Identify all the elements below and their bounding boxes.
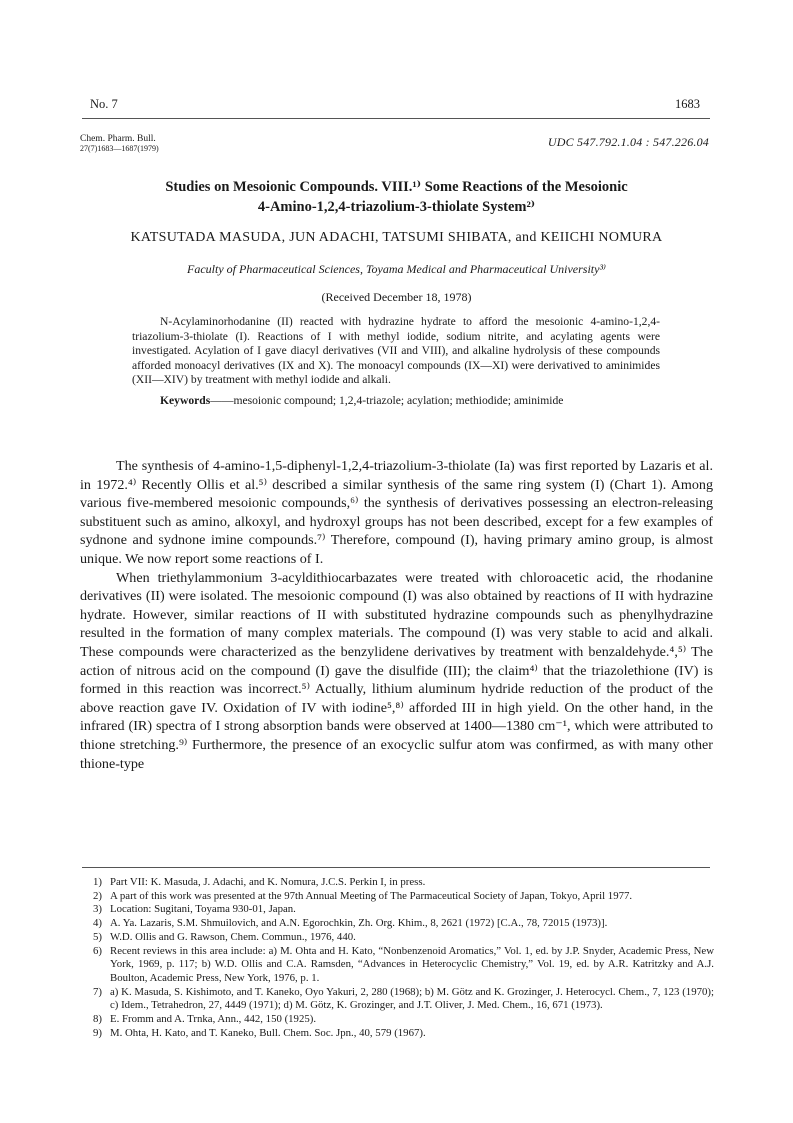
footnote-text: A. Ya. Lazaris, S.M. Shmuilovich, and A.N. Egorochkin, Zh. Org. Khim., 8, 2621 (1972) [C.A., 78, 72015 (1973)]. xyxy=(110,917,608,930)
footnote-text: Location: Sugitani, Toyama 930-01, Japan. xyxy=(110,903,296,916)
received-date: (Received December 18, 1978) xyxy=(321,290,472,304)
footnote-item xyxy=(84,917,714,931)
footnote-number: 2) xyxy=(93,889,102,902)
footnote-text: E. Fromm and A. Trnka, Ann., 442, 150 (1925). xyxy=(110,1013,317,1026)
author-list: KATSUTADA MASUDA, JUN ADACHI, TATSUMI SHIBATA, and KEIICHI NOMURA xyxy=(130,230,663,245)
footnote-number: 7) xyxy=(93,985,102,998)
abstract xyxy=(132,315,660,409)
article-title xyxy=(80,177,713,217)
footnote-item xyxy=(84,890,714,904)
footnote-text: Recent reviews in this area include: a) M. Ohta and H. Kato, “Nonbenzenoid Aromatics,” Vol. 1, ed. by J.P. Snyder, Academic Press, New York, 1969, p. 117; b) W.D. Ollis and C.A. Ramsden, “Advances in Heterocyclic Chemistry,” Vol. 19, ed. by A.R. Katritzky and A.J. Boulton, Academic Press, New York, 1976, p. 1. xyxy=(110,944,714,984)
footnote-item xyxy=(84,986,714,1013)
footnote-rule xyxy=(82,867,710,868)
footnote-item xyxy=(84,1027,714,1041)
footnote-number: 9) xyxy=(93,1026,102,1039)
footnote-number: 1) xyxy=(93,876,102,888)
keywords-label: Keywords xyxy=(160,393,211,407)
footnote-number: 4) xyxy=(93,917,102,930)
citation-line2: 27(7)1683—1687(1979) xyxy=(80,144,159,153)
footnote-number: 6) xyxy=(93,944,102,957)
journal-issue: No. 7 xyxy=(90,97,118,111)
footnote-text: a) K. Masuda, S. Kishimoto, and T. Kaneko, Oyo Yakuri, 2, 280 (1968); b) M. Götz and K. Grozinger, J. Heterocycl. Chem., 7, 123 (1970); c) Idem., Tetrahedron, 27, 4449 (1971); d) M. Götz, K. Grozinger, and J.T. Oliver, J. Med. Chem., 16, 671 (1973). xyxy=(110,985,714,1012)
footnote-item xyxy=(84,876,714,890)
paragraph-2: When triethylammonium 3-acyldithiocarbazates were treated with chloroacetic acid, the rhodanine derivatives (II) were isolated. The mesoionic compound (I) was also obtained by reactions of II with hydrazine hydrate. However, similar reactions of II with substituted hydrazine compounds such as phenylhydrazine resulted in the formation of many complex materials. The compound (I) was very stable to acid and alkali. These compounds were characterized as the benzylidene derivatives by treatment with benzaldehyde.⁴,⁵⁾ The action of nitrous acid on the compound (I) gave the disulfide (III); the claim⁴⁾ that the triazolethione (IV) is formed in this reaction was incorrect.⁵⁾ Actually, lithium aluminum hydride reduction of the product of the above reaction gave IV. Oxidation of IV with iodine⁵,⁸⁾ afforded III in high yield. On the other hand, in the infrared (IR) spectra of I strong absorption bands were observed at 1400—1380 cm⁻¹, which were attributed to thione stretching.⁹⁾ Furthermore, the presence of an exocyclic sulfur atom was confirmed, as with many other thione-type xyxy=(80,569,713,772)
footnote-text: A part of this work was presented at the 97th Annual Meeting of The Parmaceutical Society of Japan, Tokyo, April 1977. xyxy=(110,889,633,902)
footnote-text: M. Ohta, H. Kato, and T. Kaneko, Bull. Chem. Soc. Jpn., 40, 579 (1967). xyxy=(110,1026,426,1039)
footnotes xyxy=(84,876,714,1040)
footnote-number: 3) xyxy=(93,903,102,916)
title-line2: 4-Amino-1,2,4-triazolium-3-thiolate System²⁾ xyxy=(257,199,536,215)
footnote-text: Part VII: K. Masuda, J. Adachi, and K. Nomura, J.C.S. Perkin I, in press. xyxy=(110,876,426,888)
title-line1: Studies on Mesoionic Compounds. VIII.¹⁾ Some Reactions of the Mesoionic xyxy=(165,179,628,195)
keywords xyxy=(132,394,660,409)
citation-line1: Chem. Pharm. Bull. xyxy=(80,134,156,144)
affiliation: Faculty of Pharmaceutical Sciences, Toyama Medical and Pharmaceutical University³⁾ xyxy=(187,262,606,276)
footnote-text: W.D. Ollis and G. Rawson, Chem. Commun., 1976, 440. xyxy=(110,930,356,943)
udc-classification: UDC 547.792.1.04 : 547.226.04 xyxy=(547,135,709,149)
keywords-list: ——mesoionic compound; 1,2,4-triazole; acylation; methiodide; aminimide xyxy=(210,393,564,407)
body-text xyxy=(80,457,713,773)
footnote-item xyxy=(84,903,714,917)
footnote-item xyxy=(84,1013,714,1027)
footnote-item xyxy=(84,931,714,945)
footnote-item xyxy=(84,945,714,986)
paragraph-1: The synthesis of 4-amino-1,5-diphenyl-1,2,4-triazolium-3-thiolate (Ia) was first reported by Lazaris et al. in 1972.⁴⁾ Recently Ollis et al.⁵⁾ described a similar synthesis of the same ring system (I) (Chart 1). Among various five-membered mesoionic compounds,⁶⁾ the synthesis of derivatives possessing an electron-releasing substituent such as amino, alkoxyl, and hydroxyl groups has not been described, except for a few examples of sydnone and sydnone imine compounds.⁷⁾ Therefore, compound (I), having primary amino group, is almost unique. We now report some reactions of I. xyxy=(80,458,713,567)
footnote-number: 5) xyxy=(93,930,102,943)
page-number: 1683 xyxy=(675,97,700,111)
abstract-text: N-Acylaminorhodanine (II) reacted with hydrazine hydrate to afford the mesoionic 4-amino-1,2,4-triazolium-3-thiolate (I). Reactions of I with methyl iodide, sodium nitrite, and acylating agents were investigated. Acylation of I gave diacyl derivatives (VII and VIII), and alkaline hydrolysis of these compounds afforded monoacyl derivatives (IX and X). The monoacyl compounds (IX—XI) were derivatived to aminimides (XII—XIV) by treatment with methyl iodide and alkali. xyxy=(132,315,660,387)
journal-citation xyxy=(80,134,159,154)
header-rule xyxy=(82,118,710,119)
footnote-number: 8) xyxy=(93,1013,102,1026)
